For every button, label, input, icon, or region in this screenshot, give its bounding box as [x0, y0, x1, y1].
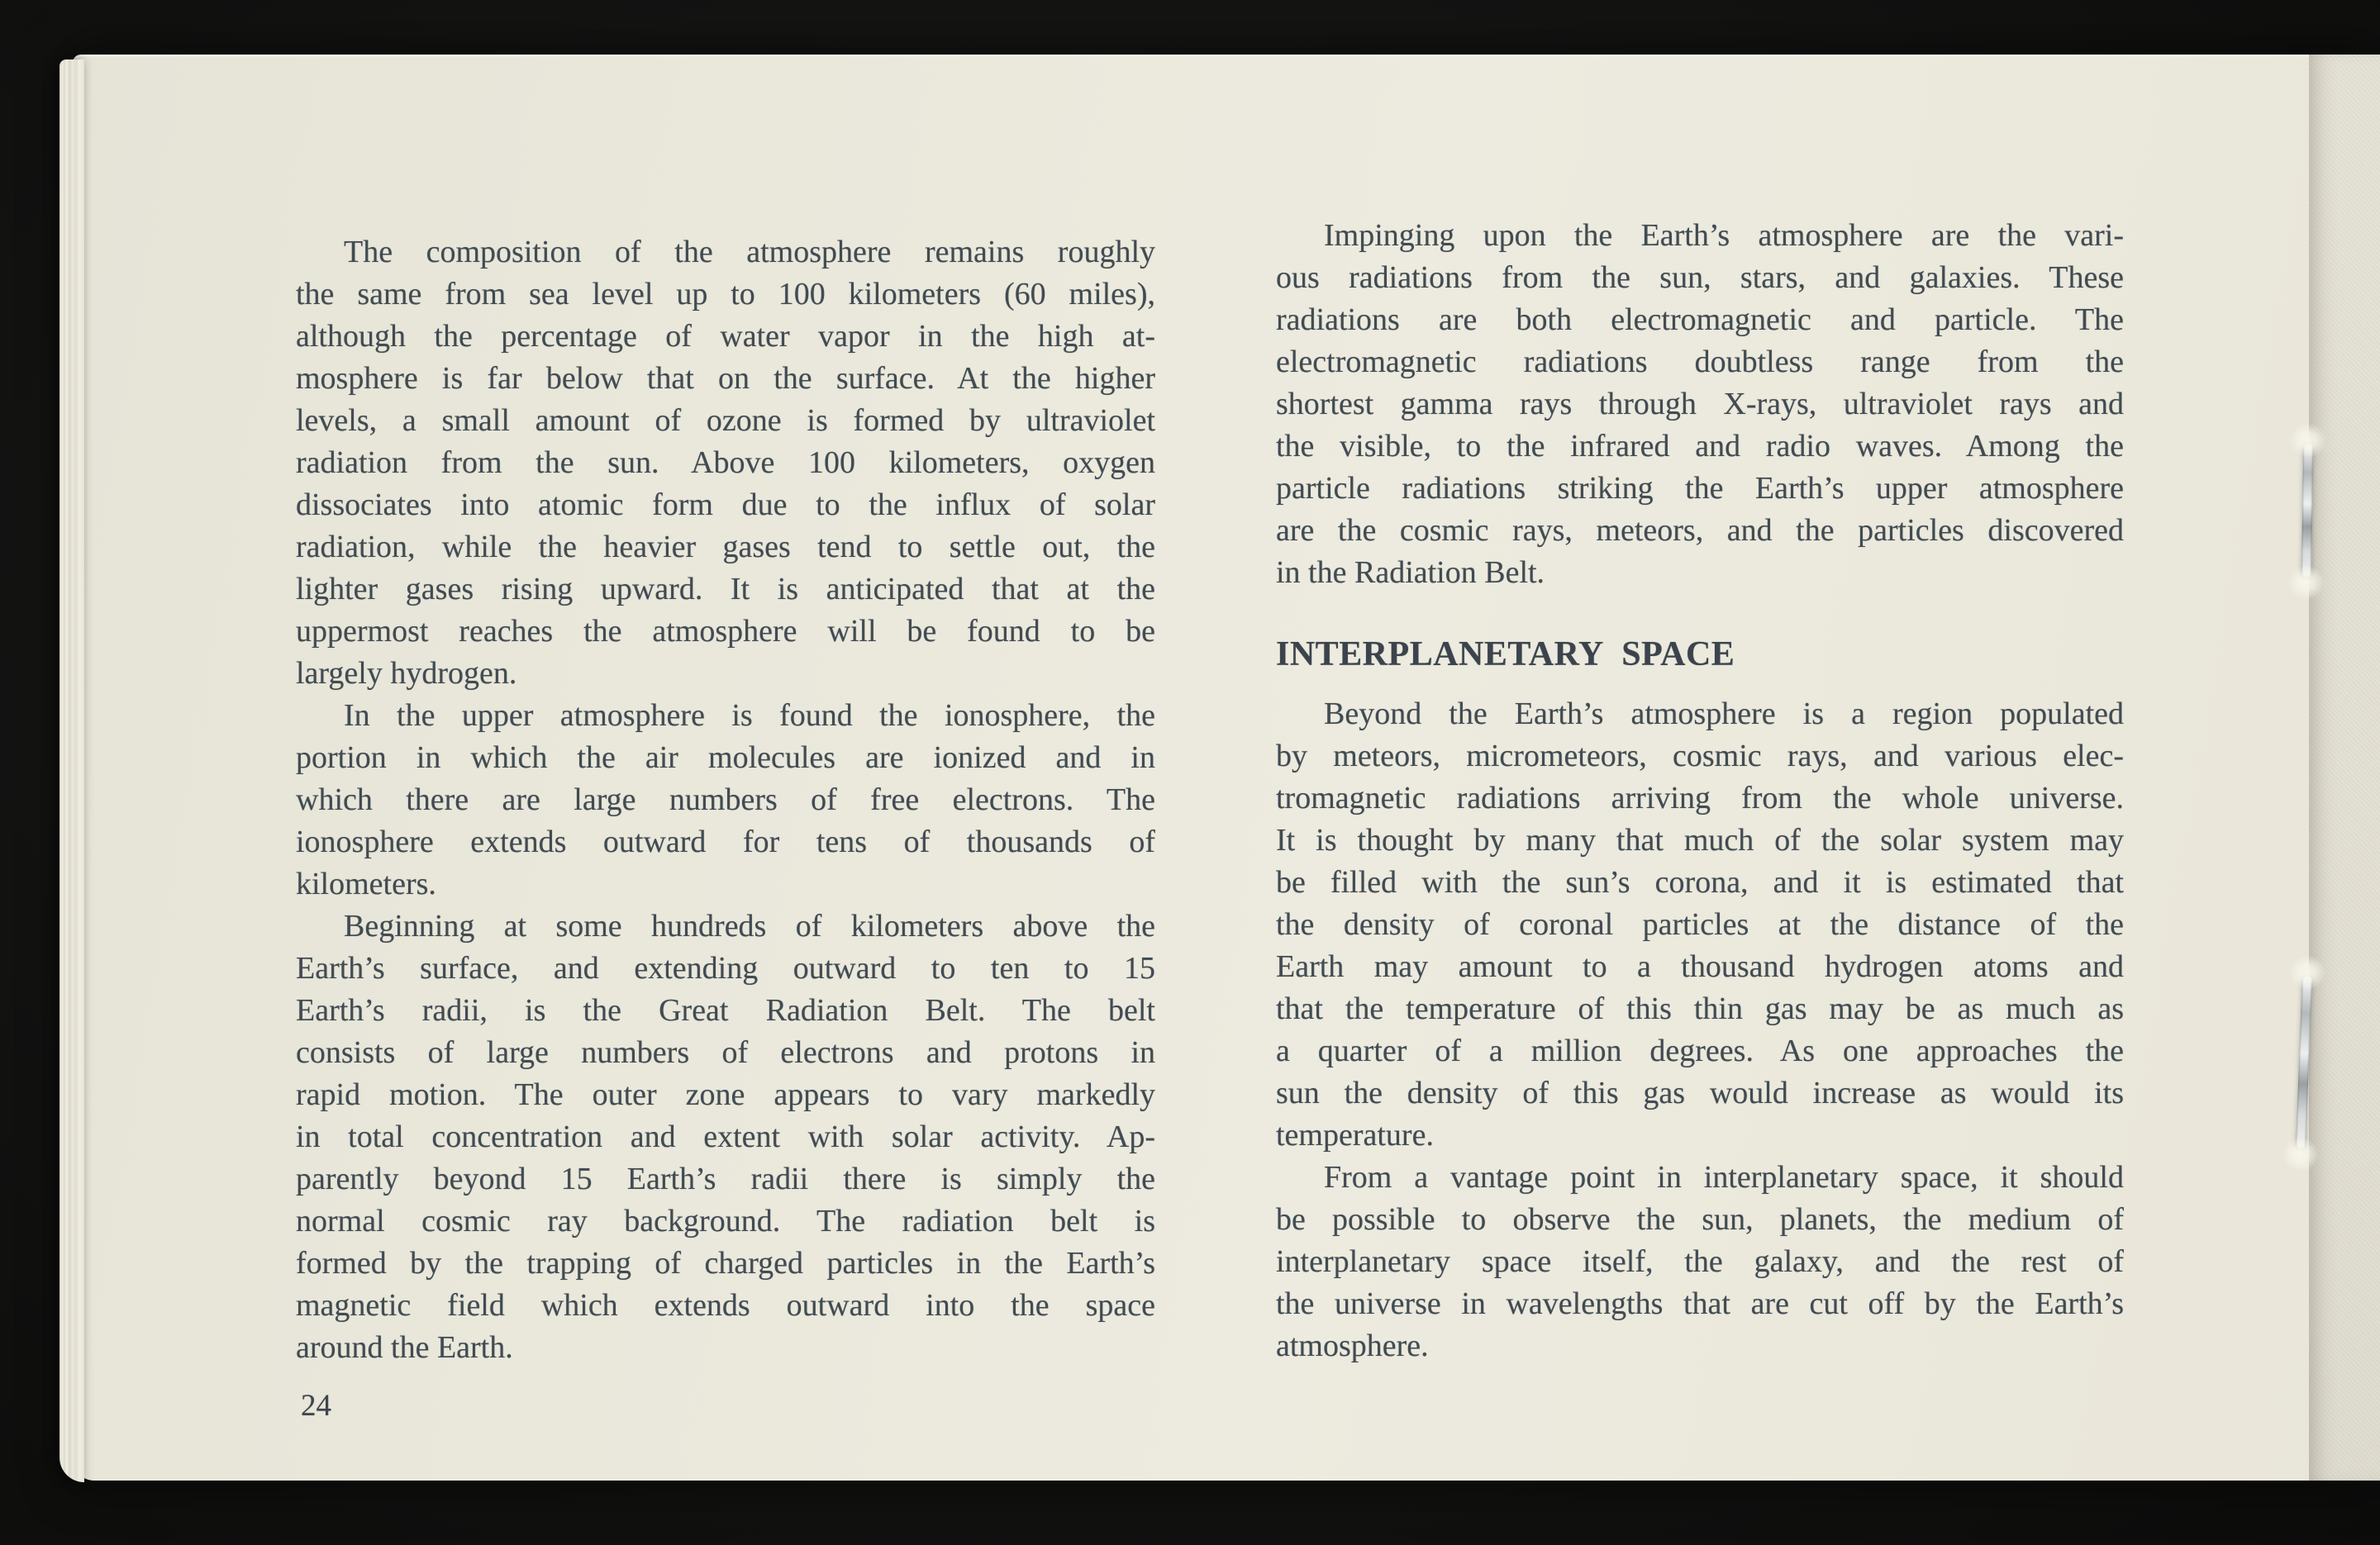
text-line: parently beyond 15 Earth’s radii there is simply the [296, 1162, 1155, 1196]
text-line: the density of coronal particles at the distance of the [1276, 907, 2124, 942]
text-line: ous radiations from the sun, stars, and galaxies. These [1276, 260, 2124, 295]
page-stack-edges [60, 59, 84, 1482]
text-line: uppermost reaches the atmosphere will be found to be [296, 614, 1155, 649]
page-number: 24 [301, 1389, 331, 1423]
text-line: levels, a small amount of ozone is formed by ultraviolet [296, 403, 1155, 438]
left-column [296, 231, 1155, 1369]
text-line: formed by the trapping of charged particles in the Earth’s [296, 1246, 1155, 1281]
text-line: mosphere is far below that on the surface. At the higher [296, 361, 1155, 396]
text-line: radiation from the sun. Above 100 kilometers, oxygen [296, 445, 1155, 480]
paragraph [296, 695, 1155, 906]
adjacent-page-edge [2309, 55, 2380, 1481]
text-line: be possible to observe the sun, planets, the medium of [1276, 1202, 2124, 1237]
text-line: In the upper atmosphere is found the ionosphere, the [344, 698, 1155, 733]
text-line: around the Earth. [296, 1330, 513, 1365]
text-line: the universe in wavelengths that are cut off by the Earth’s [1276, 1286, 2124, 1321]
text-line: interplanetary space itself, the galaxy, and the rest of [1276, 1244, 2124, 1279]
text-line: normal cosmic ray background. The radiation belt is [296, 1204, 1155, 1238]
text-line: rapid motion. The outer zone appears to vary markedly [296, 1077, 1155, 1112]
text-line: dissociates into atomic form due to the influx of solar [296, 487, 1155, 522]
text-line: atmosphere. [1276, 1329, 1429, 1363]
text-line: particle radiations striking the Earth’s upper atmosphere [1276, 471, 2124, 506]
text-line: Beginning at some hundreds of kilometers above the [344, 909, 1155, 944]
text-line: Earth may amount to a thousand hydrogen atoms and [1276, 949, 2124, 984]
book-page [73, 55, 2380, 1481]
text-line: Beyond the Earth’s atmosphere is a region populated [1324, 696, 2124, 731]
text-line: electromagnetic radiations doubtless range from the [1276, 345, 2124, 379]
text-line: largely hydrogen. [296, 656, 517, 691]
paragraph [296, 906, 1155, 1369]
text-line: magnetic field which extends outward into the space [296, 1288, 1155, 1323]
paragraph [1276, 693, 2124, 1157]
text-line: be filled with the sun’s corona, and it is estimated that [1276, 865, 2124, 900]
text-line: It is thought by many that much of the solar system may [1276, 823, 2124, 858]
text-line: in the Radiation Belt. [1276, 555, 1545, 590]
text-line: in total concentration and extent with solar activity. Ap- [296, 1120, 1155, 1154]
text-line: sun the density of this gas would increase as would its [1276, 1076, 2124, 1110]
section-heading: INTERPLANETARY SPACE [1276, 635, 1735, 673]
text-line: Impinging upon the Earth’s atmosphere are the vari- [1324, 218, 2124, 253]
paragraph [1276, 215, 2124, 594]
text-line: kilometers. [296, 867, 436, 901]
text-line: lighter gases rising upward. It is anticipated that at the [296, 572, 1155, 606]
text-line: Earth’s radii, is the Great Radiation Belt. The belt [296, 993, 1155, 1028]
text-line: ionosphere extends outward for tens of thousands of [296, 825, 1155, 859]
text-line: tromagnetic radiations arriving from the whole universe. [1276, 781, 2124, 815]
text-line: the same from sea level up to 100 kilometers (60 miles), [296, 277, 1155, 311]
text-line: portion in which the air molecules are ionized and in [296, 740, 1155, 775]
text-line: The composition of the atmosphere remains roughly [344, 235, 1155, 269]
right-column [1276, 215, 2124, 1367]
text-line: radiation, while the heavier gases tend to settle out, the [296, 530, 1155, 564]
text-line: are the cosmic rays, meteors, and the particles discovered [1276, 513, 2124, 548]
text-line: Earth’s surface, and extending outward to ten to 15 [296, 951, 1155, 986]
text-line: radiations are both electromagnetic and particle. The [1276, 302, 2124, 337]
text-line: which there are large numbers of free electrons. The [296, 782, 1155, 817]
text-line: consists of large numbers of electrons and protons in [296, 1035, 1155, 1070]
text-line: temperature. [1276, 1118, 1434, 1153]
staple-top [2301, 443, 2313, 578]
text-line: a quarter of a million degrees. As one approaches the [1276, 1034, 2124, 1068]
text-line: that the temperature of this thin gas may be as much as [1276, 991, 2124, 1026]
text-line: the visible, to the infrared and radio waves. Among the [1276, 429, 2124, 464]
text-line: From a vantage point in interplanetary space, it should [1324, 1160, 2124, 1195]
paragraph [1276, 1157, 2124, 1367]
text-line: although the percentage of water vapor in the high at- [296, 319, 1155, 354]
text-line: shortest gamma rays through X-rays, ultraviolet rays and [1276, 387, 2124, 421]
paragraph [296, 231, 1155, 695]
text-line: by meteors, micrometeors, cosmic rays, and various elec- [1276, 739, 2124, 773]
